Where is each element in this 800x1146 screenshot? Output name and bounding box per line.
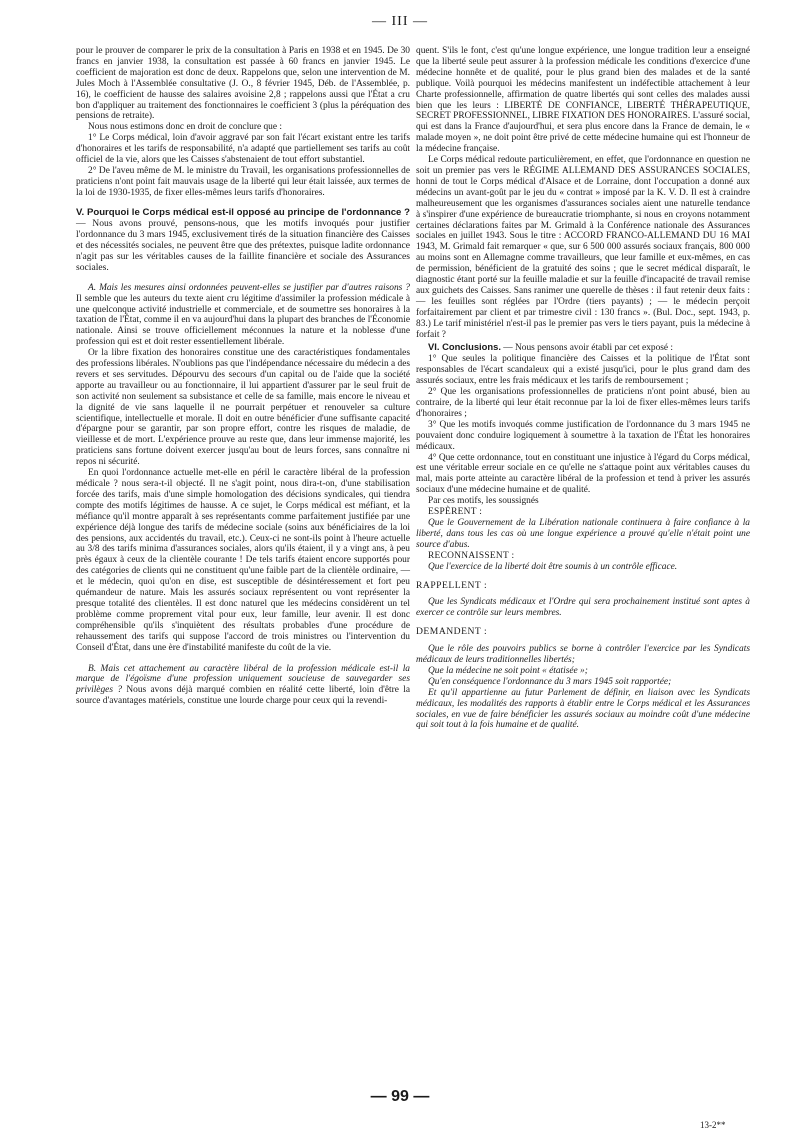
page-number: — 99 — [370,1088,430,1105]
right-column [416,46,750,731]
paragraph [76,283,410,348]
paragraph: Que l'exercice de la liberté doit être soumis à un contrôle efficace. [428,561,678,572]
paragraph: Que le rôle des pouvoirs publics se borne à contrôler l'exercice par les Syndicats médicaux de leurs traditionnelles libertés; [416,644,750,666]
heading-rappellent: RAPPELLENT : [416,579,488,591]
paragraph: Que les Syndicats médicaux et l'Ordre qui sera prochainement institué sont aptes à exercer ce contrôle sur leurs membres. [416,597,750,619]
page-header: — III — [372,14,428,29]
paragraph-italic-lead: B. Mais cet attachement au caractère libéral de la profession médicale est-il la marque de l'égoïsme d'une profession uniquement soucieuse de sauvegarder ses privilèges ? [76,663,410,696]
paragraph: Or la libre fixation des honoraires constitue une des caractéristiques fondamentales des professions libérales. N'oublions pas que l'indépendance nécessaire du médecin a des revers et ses servitudes. Dépourvu des secours d'un capital ou de l'aide que la société apporte au travailleur ou au fonctionnaire, il lui appartient d'assurer par le seul fruit de son activité non seulement sa subsistance et celle de sa famille, mais encore le niveau et la dignité de vie sans laquelle il ne pourrait perpétuer et renouveler sa culture scientifique, intellectuelle et morale. Il doit en outre bénéficier d'une suffisante capacité d'épargne pour se garantir, par son propre effort, contre les risques de maladie, de vieillesse et de mort. L'expérience prouve au reste que, dans leur immense majorité, les praticiens sans fortune doivent exercer jusqu'au bout de leurs forces, sans connaître ni repos ni sécurité. [76,348,411,468]
heading-demandent: DEMANDENT : [416,626,488,638]
paragraph-text: Il semble que les auteurs du texte aient cru légitime d'assimiler la profession médicale à une quelconque activité industrielle et commerciale, et de soumettre ses honoraires à la taxation de l'État, comme il en va aujourd'hui dans la plupart des branches de l'Économie nationale. Ainsi se trouve officiellement méconnues la nature et la noblesse d'une profession qui est et doit rester essentiellement libérale. [76,293,410,348]
paragraph: 2° Que les organisations professionnelles de praticiens n'ont point abusé, bien au contraire, de la liberté qui leur était reconnue par la loi de fixer elles-mêmes leurs tarifs d'honoraires ; [416,387,750,419]
paragraph: 4° Que cette ordonnance, tout en constituant une injustice à l'égard du Corps médical, est une véritable erreur sociale en ce qu'elle ne s'attaque point aux véritables causes du mal, mais porte atteinte au caractère libéral de la profession et tend à priver les assurés sociaux d'une médecine humaine et de qualité. [416,452,750,496]
paragraph: Le Corps médical redoute particulièrement, en effet, que l'ordonnance en question ne soit un premier pas vers le RÉGIME ALLEMAND DES ASSURANCES SOCIALES, honni de tout le Corps médical d'Alsace et de Lorraine, dont l'occupation a donné aux médecins un avant-goût par le jeu du « contrat » imposé par la K. V. D. Il est à craindre malheureusement que les organismes d'assurances sociales aient une naturelle tendance à s'inspirer d'une expérience de bureaucratie triomphante, si nous en croyons notamment certaines déclarations faites par M. Grimald à la Conférence nationale des Assurances sociales en juillet 1943. Sous le titre : ACCORD FRANCO-ALLEMAND DU 16 MAI 1943, M. Grimald fait remarquer « que, sur 6 500 000 assurés sociaux français, 800 000 au moins sont en Allemagne comme travailleurs, que leur famille et eux-mêmes, en cas de permission, bénéficient de la gratuité des soins ; que le secret médical disparaît, le diagnostic étant porté sur la feuille maladie et sur la feuille d'incapacité de travail remise aux guichets des Caisses. Sans ranimer une querelle de thèses : il faut retenir deux faits : — les feuilles sont réglées par l'Ordre (tiers payants) ; — le médecin perçoit forfaitairement par client et par trimestre civil : 130 francs ». (Bul. Doc., sept. 1943, p. 83.) Le tarif ministériel n'est-il pas le premier pas vers le tiers payant, puis la médecine à forfait ? [416,155,750,340]
paragraph: 3° Que les motifs invoqués comme justification de l'ordonnance du 3 mars 1945 ne pouvaient donc conduire logiquement à soumettre à la taxation de l'État les honoraires médicaux. [416,419,750,452]
section-heading-v-title: V. Pourquoi le Corps médical est-il opposé au principe de l'ordonnance ? [76,206,410,218]
section-heading-v [76,207,410,273]
paragraph: pour le prouver de comparer le prix de la consultation à Paris en 1938 et en 1945. De 30 francs en janvier 1938, la consultation est passée à 60 francs en janvier 1945. Le coefficient de majoration est donc de deux. Rappelons que, selon une intervention de M. Jules Moch à l'Assemblée consultative (J. O., 8 février 1945, Déb. de l'Assemblée, p. 16), le coefficient de hausse des salaires avoisine 2,8 ; rappelons aussi que l'État a cru bon d'appliquer au traitement des fonctionnaires le coefficient 3 (plus la péréquation des pensions de retraite). [76,46,410,122]
paragraph: Que la médecine ne soit point « étatisée »; [428,665,588,676]
paragraph-text: — Nous pensons avoir établi par cet exposé : [503,343,674,354]
paragraph [416,342,750,354]
paragraph: En quoi l'ordonnance actuelle met-elle en péril le caractère libéral de la profession médicale ? nous sera-t-il objecté. Il ne s'agit point, nous dira-t-on, d'une stabilisation forcée des tarifs, mais d'une simple homologation des décisions syndicales, qui tiendra compte des motifs légitimes de hausse. A ce sujet, le Corps médical est méfiant, et la méfiance qu'il montre apparaît à ses représentants comme parfaitement justifiée par une expérience déjà longue des tarifs de médecine sociale (soins aux bénéficiaires de la loi des pensions, aux accidentés du travail, etc.). Ceux-ci ne sont-ils point à l'heure actuelle au 3/8 des tarifs minima d'assurances sociales, alors qu'ils étaient, il y a vingt ans, à peu près égaux à ceux de la clientèle courante ! De tels tarifs étaient encore supportés pour des catégories de clients qui ne constituent qu'une faible part de la clientèle ordinaire, — et le médecin, quoi qu'on en dise, est susceptible de désintéressement et fort peu quémandeur de nature. Mais les assurés sociaux représentent ou vont représenter la presque totalité des clientèles. Il est donc naturel que les médecins considèrent un tel problème comme proprement vital pour eux, leur famille, leur avenir. Il est donc compréhensible qu'ils s'inquiètent des résultats probables d'une procédure de rehaussement des tarifs qui suppose l'accord de trois ministres ou l'intervention du Conseil d'État, dans une ère d'instabilité manifeste du coût de la vie. [76,468,410,653]
paragraph: Que le Gouvernement de la Libération nationale continuera à faire confiance à la liberté, dans tous les cas où une longue expérience a prouvé qu'elle n'était point une source d'abus. [416,517,750,550]
section-heading-vi: VI. Conclusions. [428,341,501,353]
paragraph: 2° De l'aveu même de M. le ministre du Travail, les organisations professionnelles de praticiens n'ont point fait mauvais usage de la liberté qui leur était laissée, aux termes de la loi de 1930-1935, de fixer elles-mêmes leurs tarifs d'honoraires. [76,165,410,198]
paragraph-text: Nous avons déjà marqué combien en réalité cette liberté, loin d'être la source d'avantages matériels, constitue une lourde charge pour ceux qui la revendi- [76,685,410,707]
paragraph [76,664,410,708]
paragraph: Nous nous estimons donc en droit de conclure que : [88,122,282,133]
paragraph: 1° Le Corps médical, loin d'avoir aggravé par son fait l'écart existant entre les tarifs d'honoraires et les tarifs de responsabilité, n'a adapté que partiellement ses tarifs au coût officiel de la vie, alors que les Caisses s'abstenaient de tout effort substantiel. [76,133,410,166]
paragraph: 1° Que seules la politique financière des Caisses et la politique de l'État sont responsables de l'écart scandaleux qui a existé jusqu'ici, pour le plus grand dam des assurés sociaux, entre les frais médicaux et les tarifs de remboursement ; [416,354,750,387]
section-heading-v-text: — Nous avons prouvé, pensons-nous, que les motifs invoqués pour justifier l'ordonnance du 3 mars 1945, exclusivement tirés de la situation financière des Caisses et des nécessités sociales, ne peuvent être que des prétextes, puisque ladite ordonnance n'agit pas sur les véritables causes de la faillite financière et sociale des Assurances sociales. [76,217,410,273]
paragraph: quent. S'ils le font, c'est qu'une longue expérience, une longue tradition leur a enseigné que la liberté seule peut assurer à la profession médicale les conditions d'exercice d'une médecine honnête et de qualité, pour le plus grand bien des malades et de la santé publique. Voilà pourquoi les médecins manifestent un indéfectible attachement à leur Charte professionnelle, affirmation de quatre libertés qui sont celles des malades aussi bien que les leurs : LIBERTÉ DE CONFIANCE, LIBERTÉ THÉRAPEUTIQUE, SECRET PROFESSIONNEL, LIBRE FIXATION DES HONORAIRES. L'assuré social, qui est dans la France d'aujourd'hui, et sera plus encore dans la France de demain, le « malade moyen », ne doit point être privé de cette médecine humaine qui est l'honneur de la médecine française. [416,46,750,155]
paragraph: Par ces motifs, les soussignés [428,496,539,507]
paragraph-italic-lead: A. Mais les mesures ainsi ordonnées peuvent-elles se justifier par d'autres raisons ? [88,282,410,293]
paragraph: Et qu'il appartienne au futur Parlement de définir, en liaison avec les Syndicats médicaux, les modalités des rapports à établir entre le Corps médical et les Assurances sociales, en vue de faire bénéficier les assurés sociaux au moindre coût d'une médecine qui soit tout à la fois humaine et de qualité. [416,687,750,731]
heading-reconnaissent: RECONNAISSENT : [428,550,515,561]
heading-esperent: ESPÈRENT : [428,507,483,518]
paragraph: Qu'en conséquence l'ordonnance du 3 mars 1945 soit rapportée; [428,676,672,687]
left-column [76,46,410,707]
printer-signature: 13-2** [700,1120,726,1130]
